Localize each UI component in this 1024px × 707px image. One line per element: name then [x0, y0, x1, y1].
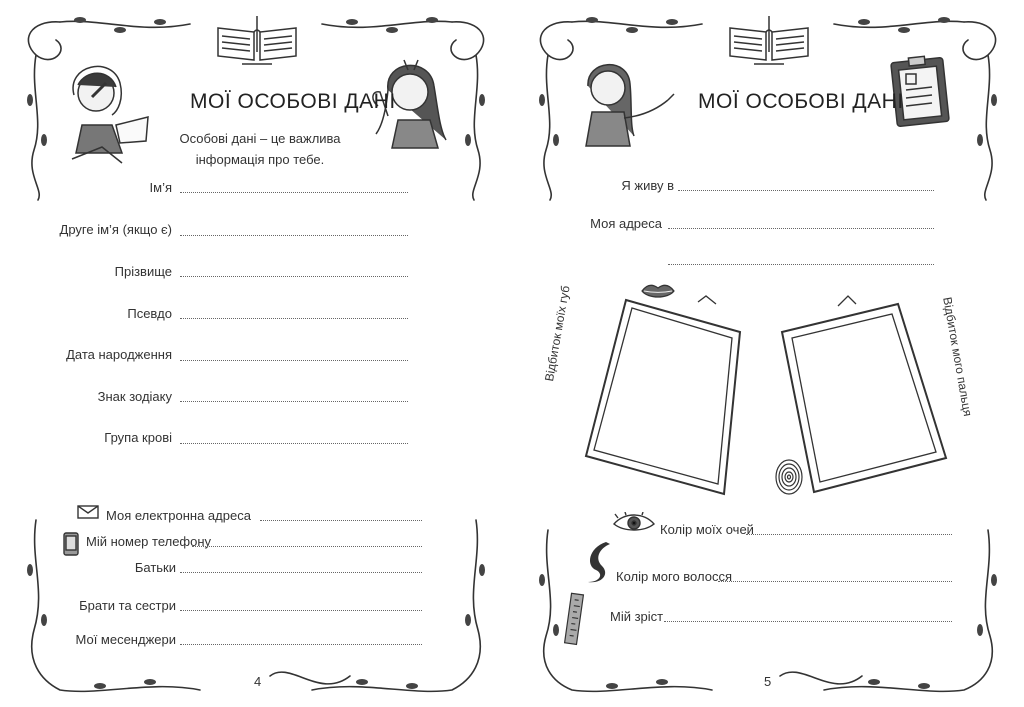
open-book-icon [726, 12, 812, 68]
girl-pointing-illustration-icon [572, 56, 676, 148]
field-line-middle-name[interactable] [180, 235, 408, 236]
girl-illustration-icon [62, 55, 154, 167]
field-label-nickname: Псевдо [127, 306, 172, 321]
field-line-city[interactable] [678, 190, 934, 191]
lip-print-frame[interactable] [580, 290, 760, 500]
finger-print-label: Відбиток мого пальця [940, 296, 975, 418]
field-label-siblings: Брати та сестри [79, 598, 176, 613]
field-label-surname: Прізвище [114, 264, 172, 279]
field-label-first-name: Ім’я [149, 180, 172, 195]
subtitle-line-1: Особові дані – це важлива [179, 131, 341, 146]
eye-icon [612, 512, 656, 534]
hair-lock-icon [582, 540, 612, 584]
field-label-city: Я живу в [621, 178, 674, 193]
field-line-eye-color[interactable] [746, 534, 952, 535]
field-line-parents[interactable] [180, 572, 422, 573]
field-line-phone[interactable] [192, 546, 422, 547]
field-line-siblings[interactable] [180, 610, 422, 611]
field-label-messengers: Мої месенджери [75, 632, 176, 647]
field-line-zodiac[interactable] [180, 401, 408, 402]
field-label-eye-color: Колір моїх очей [660, 522, 754, 537]
field-label-blood-type: Група крові [104, 430, 172, 445]
open-book-icon [214, 12, 300, 68]
envelope-icon [77, 504, 99, 520]
field-line-height[interactable] [664, 621, 952, 622]
page-number: 5 [764, 674, 772, 689]
right-page [512, 0, 1024, 707]
page-title: МОЇ ОСОБОВІ ДАНІ [190, 90, 396, 113]
field-label-zodiac: Знак зодіаку [97, 389, 172, 404]
subtitle-line-2: інформація про тебе. [195, 152, 325, 167]
ruler-icon [564, 592, 586, 646]
field-label-address: Моя адреса [590, 216, 662, 231]
field-label-height: Мій зріст [610, 609, 664, 624]
field-label-middle-name: Друге ім’я (якщо є) [59, 222, 172, 237]
field-label-phone: Мій номер телефону [86, 534, 212, 549]
field-label-hair-color: Колір мого волосся [616, 569, 733, 584]
field-line-hair-color[interactable] [718, 581, 952, 582]
phone-icon [62, 532, 80, 556]
field-line-address-2[interactable] [668, 264, 934, 265]
field-line-messengers[interactable] [180, 644, 422, 645]
field-line-first-name[interactable] [180, 192, 408, 193]
lip-print-label: Відбиток моїх губ [542, 284, 573, 383]
field-line-blood-type[interactable] [180, 443, 408, 444]
field-line-birth-date[interactable] [180, 360, 408, 361]
fingerprint-icon [774, 458, 804, 496]
field-line-surname[interactable] [180, 276, 408, 277]
field-label-parents: Батьки [134, 560, 176, 575]
page-title: МОЇ ОСОБОВІ ДАНІ [698, 90, 904, 113]
page-subtitle [160, 128, 360, 170]
field-label-birth-date: Дата народження [66, 347, 172, 362]
field-line-email[interactable] [260, 520, 422, 521]
field-line-nickname[interactable] [180, 318, 408, 319]
field-label-email: Моя електронна адреса [106, 508, 251, 523]
page-number: 4 [254, 674, 262, 689]
field-line-address-1[interactable] [668, 228, 934, 229]
